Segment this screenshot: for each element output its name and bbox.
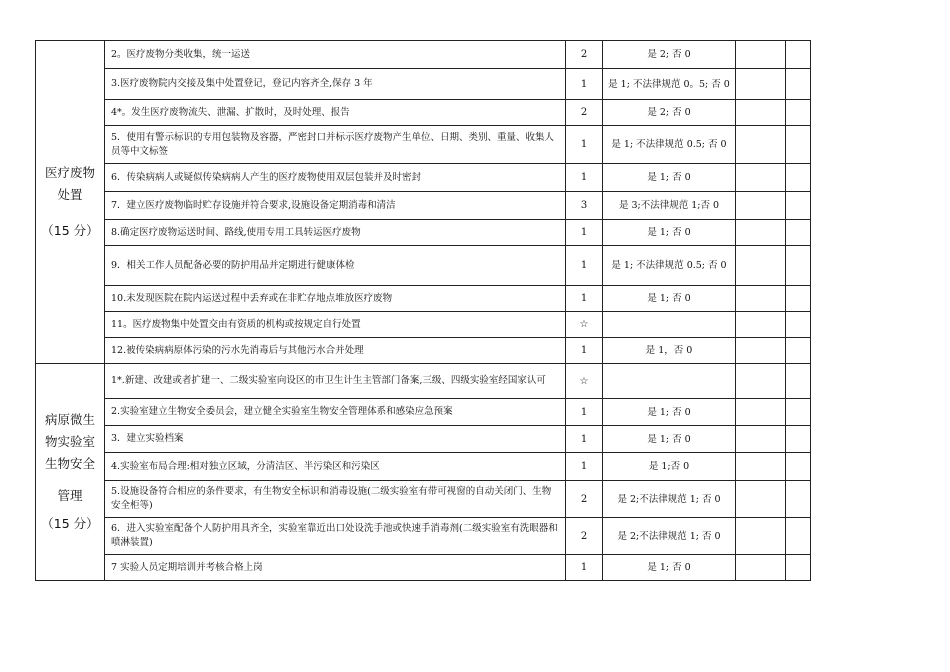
item-text: 11。医疗废物集中处置交由有资质的机构或按规定自行处置: [105, 312, 566, 338]
section-score: （15 分）: [41, 516, 99, 531]
remarks-cell: [786, 364, 811, 399]
item-score: 3: [566, 192, 603, 220]
item-text: 3．建立实验档案: [105, 426, 566, 453]
table-row: [36, 41, 811, 69]
remarks-cell: [786, 164, 811, 192]
item-score: 2: [566, 41, 603, 69]
remarks-cell: [786, 481, 811, 518]
table-row: [36, 312, 811, 338]
scoring-criteria: [603, 364, 736, 399]
remarks-cell: [786, 426, 811, 453]
item-text: 12.被传染病病原体污染的污水先消毒后与其他污水合并处理: [105, 338, 566, 364]
remarks-cell: [786, 399, 811, 426]
item-score: ☆: [566, 312, 603, 338]
table-row: [36, 286, 811, 312]
item-score: 2: [566, 100, 603, 126]
item-text: 7 实验人员定期培训并考核合格上岗: [105, 555, 566, 581]
item-score: 1: [566, 399, 603, 426]
item-score: 1: [566, 338, 603, 364]
inspection-table: [35, 40, 811, 581]
section-title-line: 处置: [57, 187, 83, 202]
remarks-cell: [786, 126, 811, 164]
remarks-cell: [786, 555, 811, 581]
item-score: 2: [566, 481, 603, 518]
scoring-criteria: 是 2;不法律规范 1; 否 0: [603, 518, 736, 555]
table-row: [36, 246, 811, 286]
scoring-criteria: 是 2;不法律规范 1; 否 0: [603, 481, 736, 518]
actual-score-cell: [736, 364, 786, 399]
table-row: [36, 192, 811, 220]
item-text: 5.设施设备符合相应的条件要求，有生物安全标识和消毒设施(二级实验室有带可视窗的自动关闭门、生物安全柜等): [105, 481, 566, 518]
table-row: [36, 518, 811, 555]
actual-score-cell: [736, 555, 786, 581]
item-text: 4*。发生医疗废物流失、泄漏、扩散时，及时处理、报告: [105, 100, 566, 126]
item-score: 1: [566, 453, 603, 481]
table-row: [36, 555, 811, 581]
actual-score-cell: [736, 126, 786, 164]
section-heading: [36, 364, 105, 581]
actual-score-cell: [736, 338, 786, 364]
item-text: 2.实验室建立生物安全委员会，建立健全实验室生物安全管理体系和感染应急预案: [105, 399, 566, 426]
item-text: 6．进入实验室配备个人防护用具齐全，实验室靠近出口处设洗手池或快速手消毒剂(二级实验室有洗眼器和喷淋装置): [105, 518, 566, 555]
section-title-line: 物实验室: [44, 434, 95, 449]
actual-score-cell: [736, 481, 786, 518]
item-text: 2。医疗废物分类收集，统一运送: [105, 41, 566, 69]
item-score: 1: [566, 126, 603, 164]
scoring-criteria: [603, 312, 736, 338]
item-score: 2: [566, 518, 603, 555]
remarks-cell: [786, 518, 811, 555]
actual-score-cell: [736, 453, 786, 481]
scoring-criteria: 是 1，否 0: [603, 338, 736, 364]
scoring-criteria: 是 1; 否 0: [603, 399, 736, 426]
remarks-cell: [786, 246, 811, 286]
scoring-criteria: 是 1; 否 0: [603, 220, 736, 246]
table-row: [36, 453, 811, 481]
item-text: 5．使用有警示标识的专用包装物及容器，严密封口并标示医疗废物产生单位、日期、类别、重量、收集人员等中文标签: [105, 126, 566, 164]
item-text: 7．建立医疗废物临时贮存设施并符合要求,设施设备定期消毒和清洁: [105, 192, 566, 220]
section-title-line: 医疗废物: [44, 165, 95, 180]
table-row: [36, 164, 811, 192]
table-row: [36, 426, 811, 453]
actual-score-cell: [736, 426, 786, 453]
scoring-criteria: 是 1; 否 0: [603, 164, 736, 192]
scoring-criteria: 是 3;不法律规范 1;否 0: [603, 192, 736, 220]
actual-score-cell: [736, 220, 786, 246]
actual-score-cell: [736, 286, 786, 312]
section-title-line: 管理: [57, 488, 83, 503]
remarks-cell: [786, 286, 811, 312]
table-row: [36, 481, 811, 518]
item-score: 1: [566, 286, 603, 312]
item-score: ☆: [566, 364, 603, 399]
item-text: 10.未发现医院在院内运送过程中丢弃或在非贮存地点堆放医疗废物: [105, 286, 566, 312]
section-score: （15 分）: [41, 223, 99, 238]
table-row: [36, 364, 811, 399]
scoring-criteria: 是 1;否 0: [603, 453, 736, 481]
table-row: [36, 69, 811, 100]
item-score: 1: [566, 69, 603, 100]
actual-score-cell: [736, 100, 786, 126]
scoring-criteria: 是 1; 否 0: [603, 426, 736, 453]
section-title-line: 病原微生: [44, 412, 95, 427]
scoring-criteria: 是 1; 不法律规范 0.5; 否 0: [603, 246, 736, 286]
table-row: [36, 126, 811, 164]
remarks-cell: [786, 453, 811, 481]
section-heading: [36, 41, 105, 364]
item-text: 4.实验室布局合理:相对独立区域，分清洁区、半污染区和污染区: [105, 453, 566, 481]
remarks-cell: [786, 220, 811, 246]
table-row: [36, 338, 811, 364]
actual-score-cell: [736, 41, 786, 69]
scoring-criteria: 是 1; 否 0: [603, 555, 736, 581]
item-text: 8.确定医疗废物运送时间、路线,使用专用工具转运医疗废物: [105, 220, 566, 246]
item-text: 3.医疗废物院内交接及集中处置登记，登记内容齐全,保存 3 年: [105, 69, 566, 100]
item-text: 6．传染病病人或疑似传染病病人产生的医疗废物使用双层包装并及时密封: [105, 164, 566, 192]
actual-score-cell: [736, 246, 786, 286]
actual-score-cell: [736, 164, 786, 192]
remarks-cell: [786, 338, 811, 364]
actual-score-cell: [736, 192, 786, 220]
scoring-criteria: 是 2; 否 0: [603, 100, 736, 126]
remarks-cell: [786, 69, 811, 100]
scoring-criteria: 是 1; 不法律规范 0.5; 否 0: [603, 126, 736, 164]
actual-score-cell: [736, 518, 786, 555]
item-score: 1: [566, 555, 603, 581]
remarks-cell: [786, 312, 811, 338]
table-row: [36, 220, 811, 246]
actual-score-cell: [736, 69, 786, 100]
remarks-cell: [786, 192, 811, 220]
item-score: 1: [566, 246, 603, 286]
item-score: 1: [566, 220, 603, 246]
table-row: [36, 399, 811, 426]
scoring-criteria: 是 1; 不法律规范 0。5; 否 0: [603, 69, 736, 100]
table-row: [36, 100, 811, 126]
section-title-line: 生物安全: [44, 456, 95, 471]
actual-score-cell: [736, 312, 786, 338]
item-score: 1: [566, 164, 603, 192]
item-score: 1: [566, 426, 603, 453]
scoring-criteria: 是 1; 否 0: [603, 286, 736, 312]
item-text: 1*.新建、改建或者扩建一、二级实验室向设区的市卫生计生主管部门备案,三级、四级实验室经国家认可: [105, 364, 566, 399]
actual-score-cell: [736, 399, 786, 426]
scoring-criteria: 是 2; 否 0: [603, 41, 736, 69]
remarks-cell: [786, 41, 811, 69]
remarks-cell: [786, 100, 811, 126]
item-text: 9．相关工作人员配备必要的防护用品并定期进行健康体检: [105, 246, 566, 286]
